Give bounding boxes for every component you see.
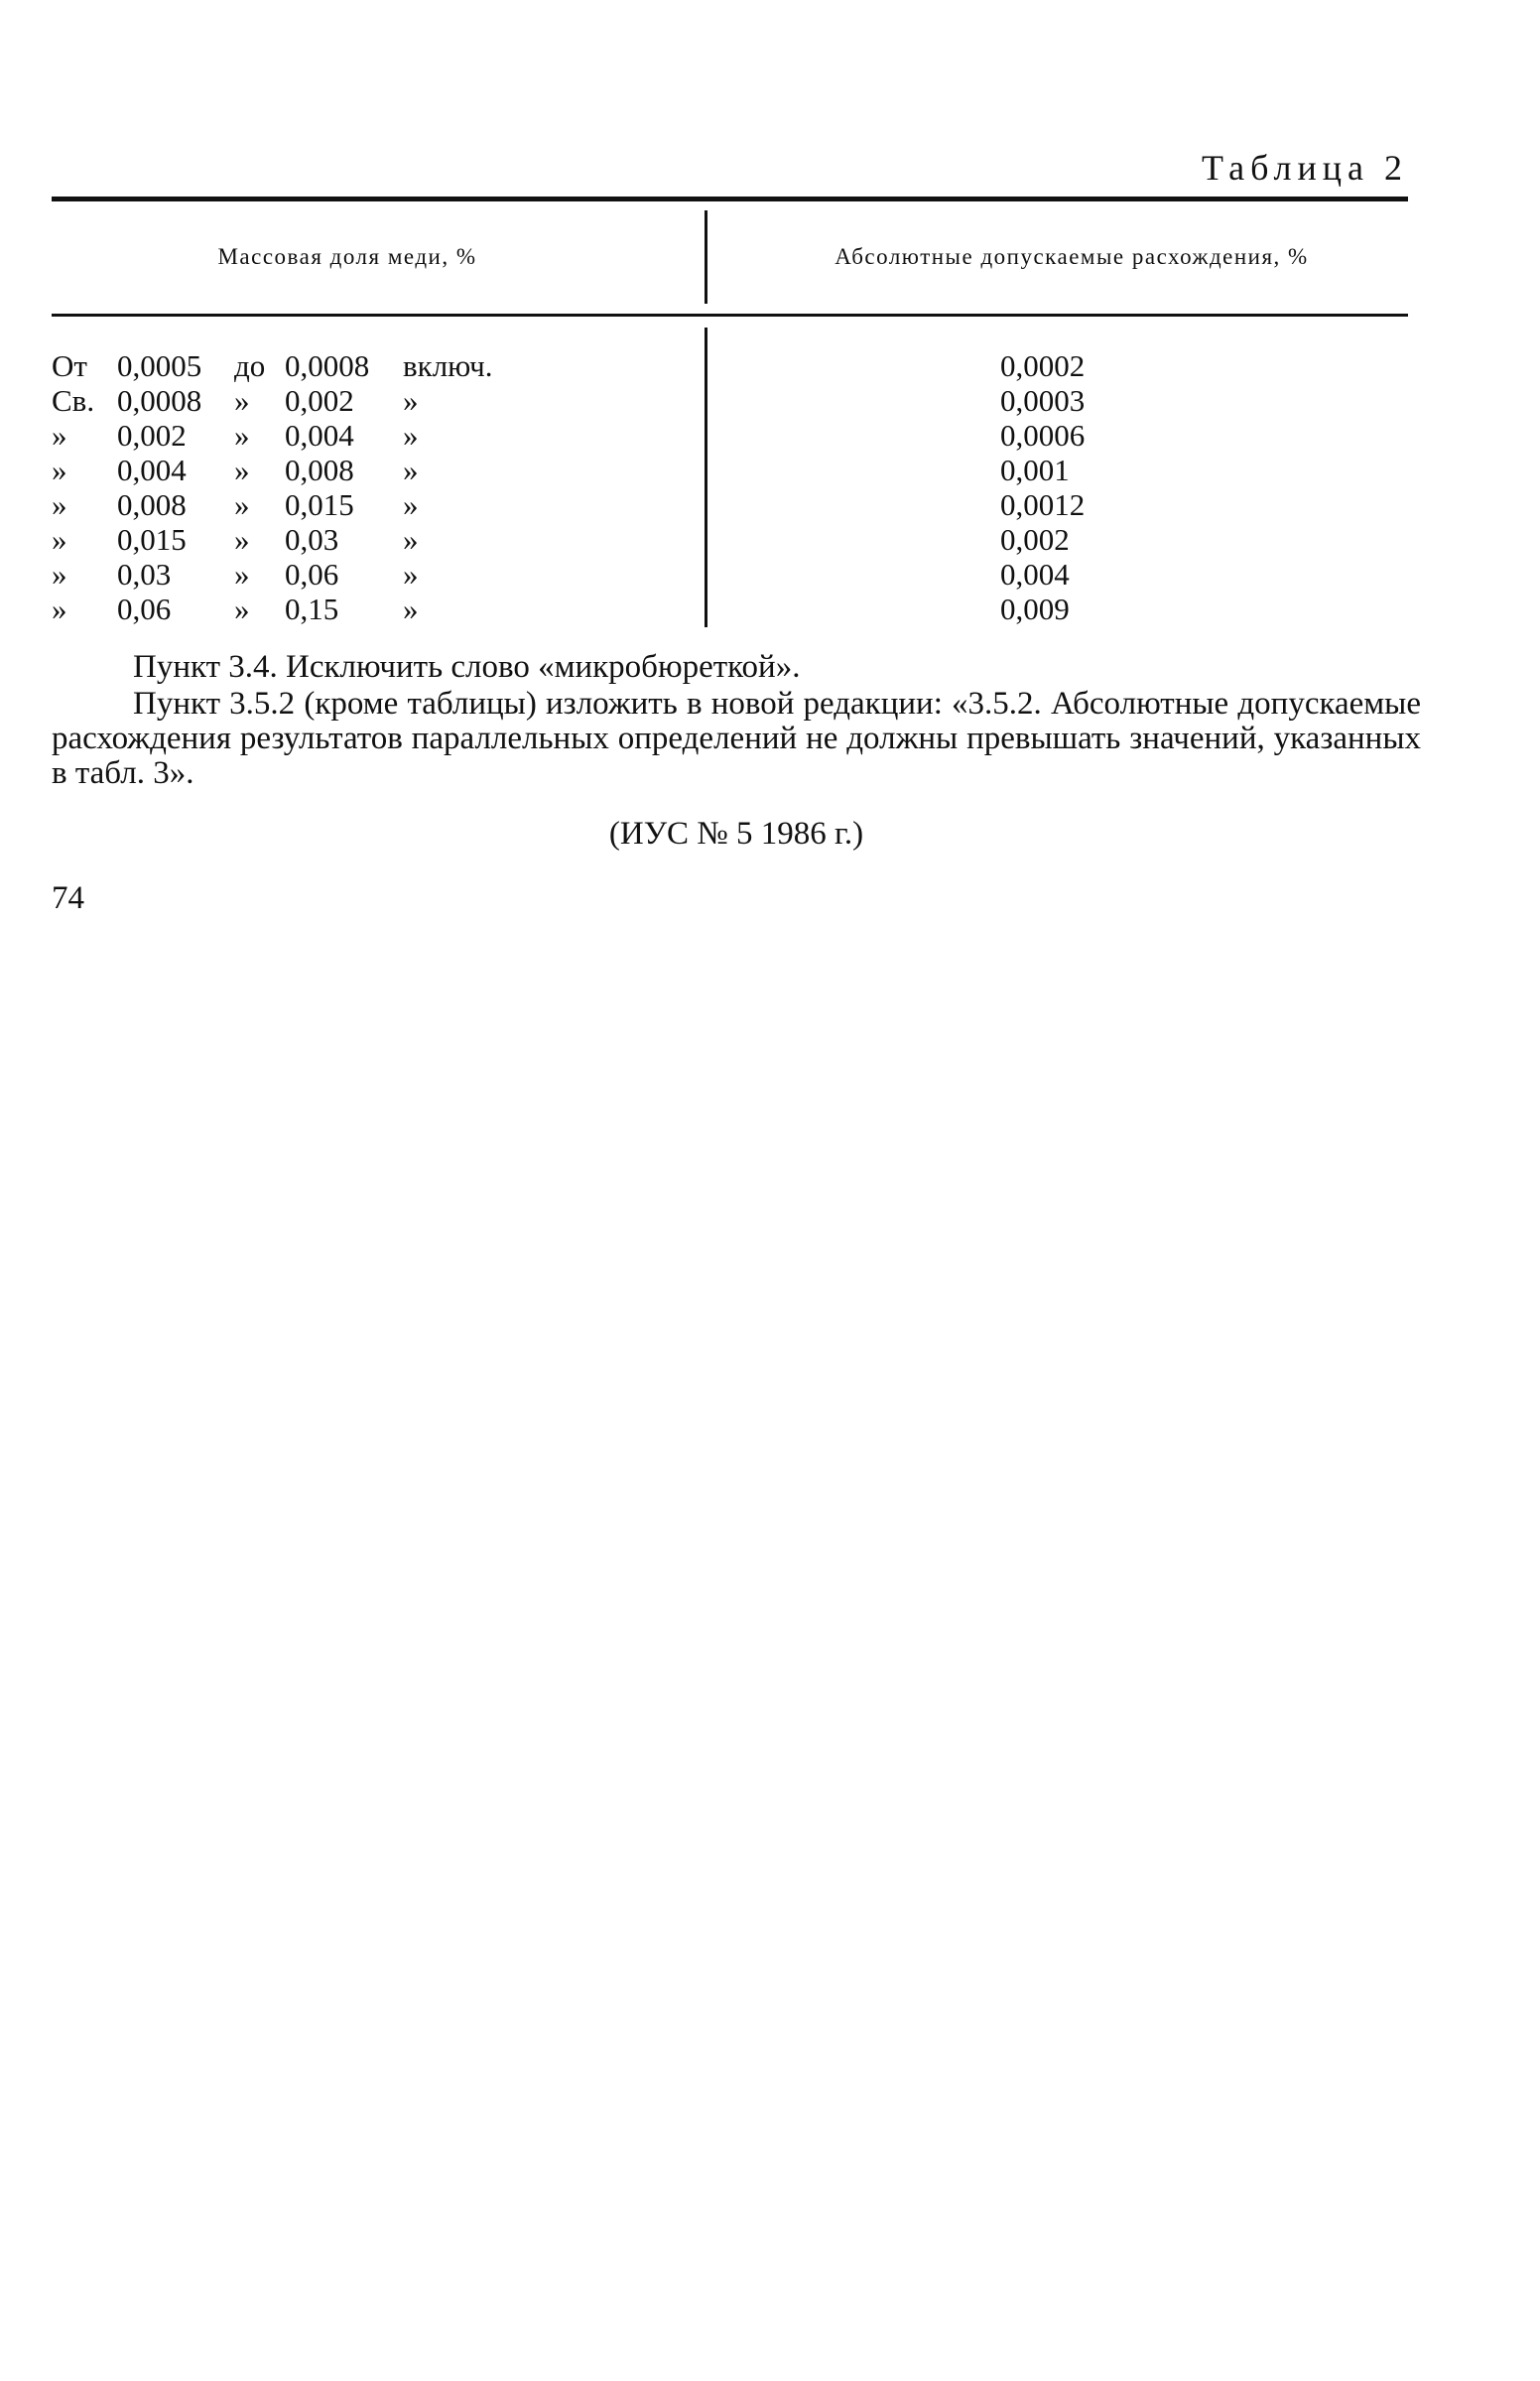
row-prefix: » (52, 522, 67, 557)
table-row (0, 453, 1540, 487)
amendment-paragraph: Пункт 3.5.2 (кроме таблицы) изложить в новой редакции: «3.5.2. Абсолютные допускаемые расхождения результатов параллельных определений не должны превышать значений, указанных в табл. 3». (52, 686, 1421, 791)
row-to-word: » (234, 592, 250, 626)
table-row (0, 592, 1540, 626)
row-to-word: » (234, 453, 250, 487)
row-from-value: 0,0005 (117, 348, 202, 383)
row-prefix: » (52, 418, 67, 453)
row-to-word: » (234, 522, 250, 557)
row-from-value: 0,015 (117, 522, 187, 557)
row-to-value: 0,004 (285, 418, 354, 453)
table-row (0, 557, 1540, 592)
row-to-value: 0,008 (285, 453, 354, 487)
row-to-value: 0,0008 (285, 348, 370, 383)
row-inclusive-mark: » (403, 383, 419, 418)
row-absolute-value: 0,004 (1000, 557, 1070, 592)
row-to-value: 0,06 (285, 557, 339, 592)
row-from-value: 0,06 (117, 592, 172, 626)
row-to-value: 0,002 (285, 383, 354, 418)
row-to-word: » (234, 487, 250, 522)
table-row (0, 418, 1540, 453)
row-inclusive-mark: » (403, 453, 419, 487)
row-from-value: 0,0008 (117, 383, 202, 418)
row-absolute-value: 0,009 (1000, 592, 1070, 626)
absolute-discrepancy-header: Абсолютные допускаемые расхождения, % (834, 244, 1309, 269)
row-from-value: 0,008 (117, 487, 187, 522)
row-to-word: » (234, 557, 250, 592)
table-row (0, 348, 1540, 383)
row-from-value: 0,03 (117, 557, 172, 592)
row-prefix: От (52, 348, 87, 383)
table-header-divider (705, 210, 707, 304)
row-to-value: 0,03 (285, 522, 339, 557)
amendment-paragraph: Пункт 3.4. Исключить слово «микробюреткой». (133, 649, 801, 685)
row-to-value: 0,015 (285, 487, 354, 522)
row-inclusive-mark: » (403, 557, 419, 592)
page-number: 74 (52, 880, 84, 916)
row-inclusive-mark: » (403, 522, 419, 557)
row-from-value: 0,002 (117, 418, 187, 453)
table-row (0, 487, 1540, 522)
row-inclusive-mark: » (403, 487, 419, 522)
row-absolute-value: 0,0006 (1000, 418, 1086, 453)
row-to-word: » (234, 383, 250, 418)
row-from-value: 0,004 (117, 453, 187, 487)
table-row (0, 383, 1540, 418)
row-to-word: до (234, 348, 266, 383)
row-absolute-value: 0,0012 (1000, 487, 1086, 522)
row-prefix: » (52, 592, 67, 626)
row-absolute-value: 0,0002 (1000, 348, 1086, 383)
row-prefix: » (52, 557, 67, 592)
table-row (0, 522, 1540, 557)
table-label: Таблица 2 (1202, 148, 1408, 188)
mass-fraction-header: Массовая доля меди, % (217, 244, 477, 269)
row-prefix: » (52, 487, 67, 522)
row-prefix: Св. (52, 383, 95, 418)
table-header-rule (52, 314, 1408, 317)
table-top-rule (52, 197, 1408, 201)
row-absolute-value: 0,001 (1000, 453, 1070, 487)
row-absolute-value: 0,0003 (1000, 383, 1086, 418)
row-to-word: » (234, 418, 250, 453)
source-reference: (ИУС № 5 1986 г.) (608, 816, 864, 852)
row-to-value: 0,15 (285, 592, 339, 626)
row-inclusive-mark: » (403, 592, 419, 626)
row-inclusive-mark: включ. (403, 348, 493, 383)
row-inclusive-mark: » (403, 418, 419, 453)
row-absolute-value: 0,002 (1000, 522, 1070, 557)
row-prefix: » (52, 453, 67, 487)
